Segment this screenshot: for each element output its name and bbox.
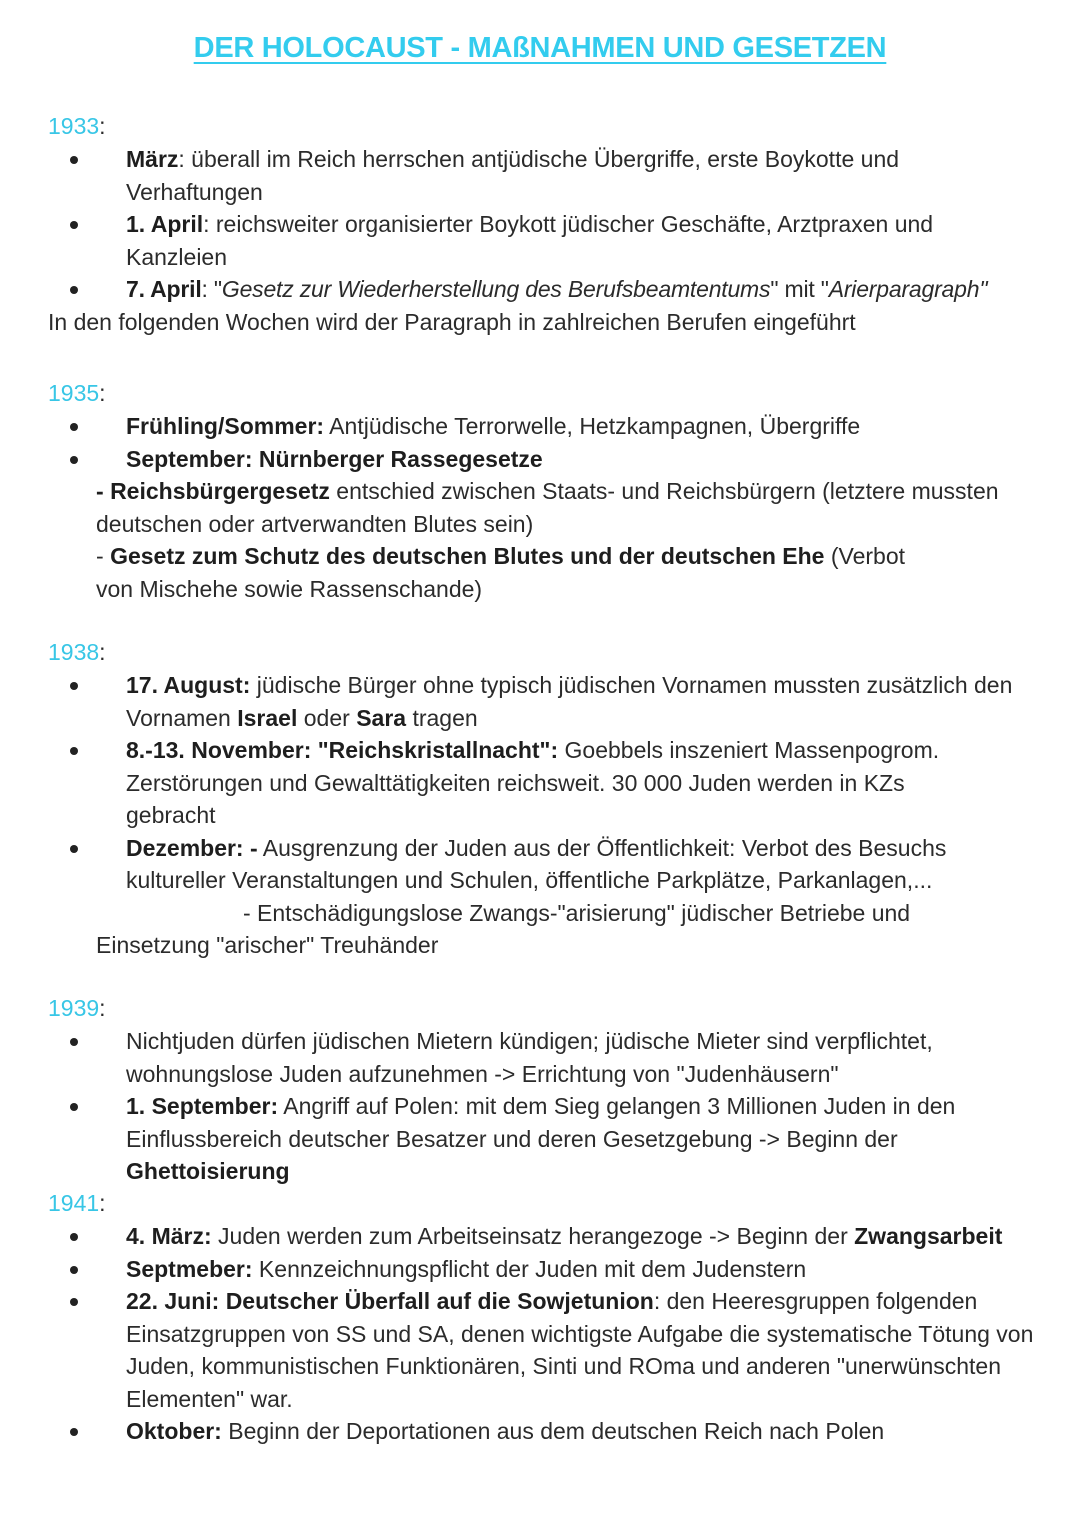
list-item: September: Nürnberger Rassegesetze	[48, 443, 1048, 476]
bullet-icon	[70, 1428, 78, 1436]
bullet-icon	[70, 1233, 78, 1241]
sub-item: - Reichsbürgergesetz entschied zwischen Staats- und Reichsbürgern (letztere mussten deutschen oder artverwandten Blutes sein)	[96, 478, 999, 537]
list-item: 7. April: "Gesetz zur Wiederherstellung des Berufsbeamtentums" mit "Arierparagraph"	[48, 273, 1048, 306]
bullet-icon	[70, 456, 78, 464]
year-heading: 1941:	[48, 1190, 106, 1216]
list-item: Oktober: Beginn der Deportationen aus dem deutschen Reich nach Polen	[48, 1415, 1048, 1448]
section-note: In den folgenden Wochen wird der Paragraph in zahlreichen Berufen eingeführt	[48, 308, 856, 335]
list-item: Dezember: - Ausgrenzung der Juden aus der Öffentlichkeit: Verbot des Besuchs kultureller Veranstaltungen und Schulen, öffentliche Parkplätze, Parkanlagen,...	[48, 832, 1026, 897]
list-item: Nichtjuden dürfen jüdischen Mietern kündigen; jüdische Mieter sind verpflichtet, wohnungslose Juden aufzunehmen -> Errichtung von "Judenhäusern"	[48, 1025, 1006, 1090]
year-heading: 1933:	[48, 113, 106, 139]
section-1938	[48, 636, 1048, 962]
bullet-icon	[70, 747, 78, 755]
year-heading: 1939:	[48, 995, 106, 1021]
bullet-icon	[70, 845, 78, 853]
bullet-icon	[70, 423, 78, 431]
list-item: März: überall im Reich herrschen antjüdische Übergriffe, erste Boykotte und Verhaftungen	[48, 143, 1006, 208]
list-item: Frühling/Sommer: Antjüdische Terrorwelle, Hetzkampagnen, Übergriffe	[48, 410, 1048, 443]
bullet-icon	[70, 286, 78, 294]
list-item: Septmeber: Kennzeichnungspflicht der Juden mit dem Judenstern	[48, 1253, 1048, 1286]
bullet-icon	[70, 1103, 78, 1111]
bullet-icon	[70, 156, 78, 164]
section-1933	[48, 110, 1048, 338]
sub-item: - Gesetz zum Schutz des deutschen Blutes und der deutschen Ehe (Verbot von Mischehe sowie Rassenschande)	[96, 543, 906, 602]
page-title: DER HOLOCAUST - MAßNAHMEN UND GESETZEN	[193, 32, 887, 64]
year-heading: 1938:	[48, 639, 106, 665]
list-item: 17. August: jüdische Bürger ohne typisch jüdischen Vornamen mussten zusätzlich den Vornamen Israel oder Sara tragen	[48, 669, 1026, 734]
section-1935	[48, 377, 1048, 605]
bullet-icon	[70, 682, 78, 690]
list-item: 4. März: Juden werden zum Arbeitseinsatz herangezoge -> Beginn der Zwangsarbeit	[48, 1220, 1048, 1253]
list-item: 1. April: reichsweiter organisierter Boykott jüdischer Geschäfte, Arztpraxen und Kanzleien	[48, 208, 1006, 273]
section-1939	[48, 992, 1048, 1188]
continuation-line: - Entschädigungslose Zwangs-"arisierung" jüdischer Betriebe und	[243, 899, 911, 926]
list-item: 8.-13. November: "Reichskristallnacht": Goebbels inszeniert Massenpogrom. Zerstörungen und Gewalttätigkeiten reichsweit. 30 000 Juden werden in KZs gebracht	[48, 734, 996, 832]
continuation-line: Einsetzung "arischer" Treuhänder	[96, 932, 439, 958]
bullet-icon	[70, 1266, 78, 1274]
bullet-icon	[70, 221, 78, 229]
year-heading: 1935:	[48, 380, 106, 406]
list-item: 22. Juni: Deutscher Überfall auf die Sowjetunion: den Heeresgruppen folgenden Einsatzgruppen von SS und SA, denen wichtigste Aufgabe die systematische Tötung von Juden, kommunistischen Funktionären, Sinti und ROma und anderen "unerwünschten Elementen" war.	[48, 1285, 1036, 1415]
bullet-icon	[70, 1298, 78, 1306]
section-1941	[48, 1187, 1048, 1448]
list-item: 1. September: Angriff auf Polen: mit dem Sieg gelangen 3 Millionen Juden in den Einflussbereich deutscher Besatzer und deren Gesetzgebung -> Beginn der Ghettoisierung	[48, 1090, 1006, 1188]
bullet-icon	[70, 1038, 78, 1046]
